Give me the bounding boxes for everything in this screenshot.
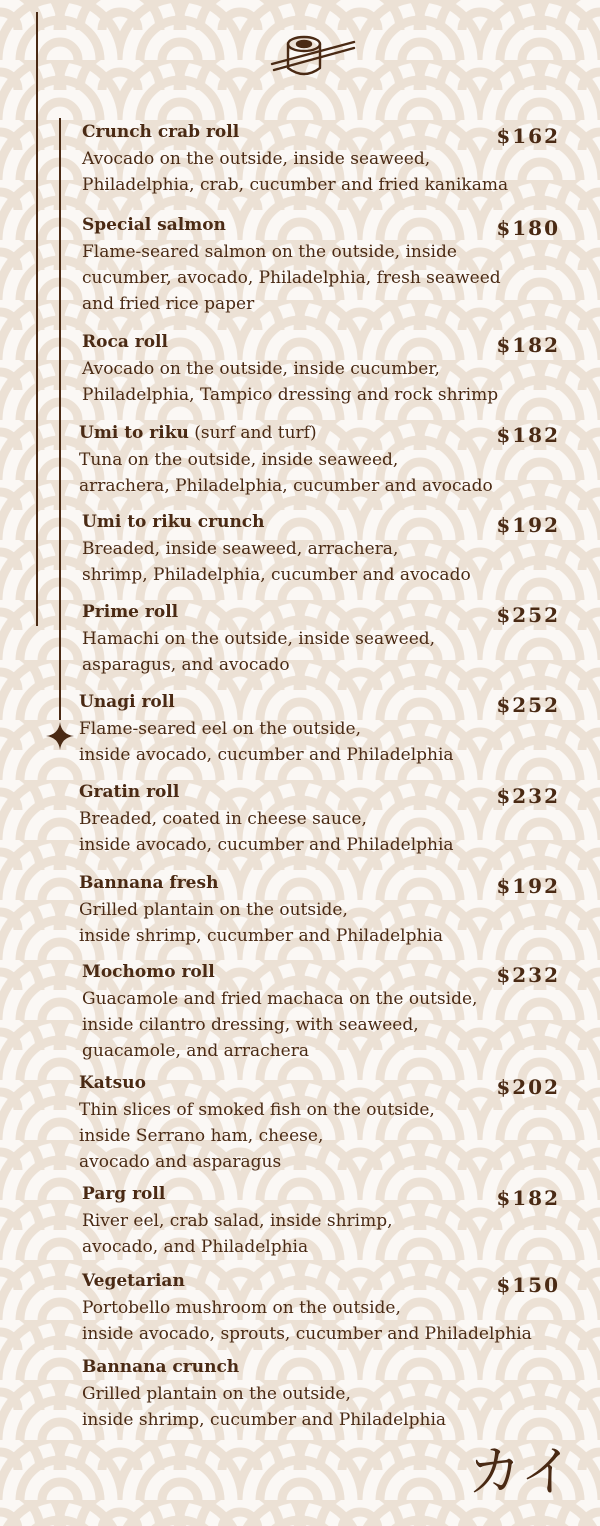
menu-item-price: $192 (496, 874, 560, 898)
description-line: avocado, and Philadelphia (82, 1237, 309, 1257)
menu-item-description (82, 356, 582, 408)
menu-item-description (79, 806, 579, 858)
description-line: inside shrimp, cucumber and Philadelphia (82, 1410, 447, 1430)
menu-item-title: Mochomo roll (82, 962, 215, 982)
description-line: River eel, crab salad, inside shrimp, (82, 1211, 393, 1231)
menu-item-price: $202 (496, 1075, 560, 1099)
menu-item-description (82, 239, 582, 317)
menu-item-title: Special salmon (82, 215, 226, 235)
menu-item-title: Vegetarian (82, 1271, 185, 1291)
menu-item-description (79, 897, 579, 949)
menu-item-price: $232 (496, 963, 560, 987)
menu-item-title: Katsuo (79, 1073, 146, 1093)
description-line: Philadelphia, crab, cucumber and fried kanikama (82, 175, 509, 195)
description-line: inside Serrano ham, cheese, (79, 1126, 324, 1146)
description-line: Avocado on the outside, inside seaweed, (82, 149, 431, 169)
menu-item-description (79, 447, 579, 499)
description-line: shrimp, Philadelphia, cucumber and avocado (82, 565, 471, 585)
description-line: Thin slices of smoked fish on the outside, (79, 1100, 435, 1120)
description-line: Breaded, inside seaweed, arrachera, (82, 539, 399, 559)
description-line: Guacamole and fried machaca on the outside, (82, 989, 478, 1009)
menu-item-price: $192 (496, 513, 560, 537)
sushi-chopsticks-icon (268, 26, 358, 82)
menu-item-description (79, 716, 579, 768)
description-line: inside cilantro dressing, with seaweed, (82, 1015, 419, 1035)
brand-mark: カイ (467, 1440, 574, 1503)
menu-item-description (82, 146, 582, 198)
description-line: and fried rice paper (82, 294, 255, 314)
menu-item-price: $182 (496, 1186, 560, 1210)
menu-item-title: Bannana crunch (82, 1357, 240, 1377)
description-line: Hamachi on the outside, inside seaweed, (82, 629, 436, 649)
description-line: cucumber, avocado, Philadelphia, fresh seaweed (82, 268, 501, 288)
description-line: avocado and asparagus (79, 1152, 282, 1172)
menu-item-price: $162 (496, 124, 560, 148)
menu-item-title: Roca roll (82, 332, 168, 352)
menu-item-title: Parg roll (82, 1184, 166, 1204)
menu-item-note: (surf and turf) (188, 423, 317, 443)
menu-item-title: Bannana fresh (79, 873, 219, 893)
menu-item-description (82, 1381, 582, 1433)
description-line: Breaded, coated in cheese sauce, (79, 809, 367, 829)
description-line: Grilled plantain on the outside, (82, 1384, 351, 1404)
menu-item-price: $232 (496, 784, 560, 808)
decorative-vertical-line-inner (59, 118, 61, 720)
four-point-star-icon (46, 722, 74, 750)
description-line: guacamole, and arrachera (82, 1041, 309, 1061)
description-line: Flame-seared eel on the outside, (79, 719, 362, 739)
menu-item-title: Umi to riku (79, 423, 189, 443)
menu-item-price: $252 (496, 693, 560, 717)
menu-item-description (82, 1295, 582, 1347)
menu-item-description (82, 536, 582, 588)
description-line: inside avocado, sprouts, cucumber and Philadelphia (82, 1324, 532, 1344)
menu-item-price: $252 (496, 603, 560, 627)
menu-item-description (82, 1208, 582, 1260)
menu-item-description (79, 1097, 579, 1175)
menu-item-title: Gratin roll (79, 782, 180, 802)
menu-item-title: Umi to riku crunch (82, 512, 265, 532)
menu-item-title: Unagi roll (79, 692, 175, 712)
description-line: Avocado on the outside, inside cucumber, (82, 359, 440, 379)
menu-item (82, 1356, 582, 1433)
menu-item-title: Crunch crab roll (82, 122, 240, 142)
menu-item-price: $150 (496, 1273, 560, 1297)
description-line: Flame-seared salmon on the outside, inside (82, 242, 457, 262)
description-line: Philadelphia, Tampico dressing and rock shrimp (82, 385, 499, 405)
decorative-vertical-line (36, 12, 38, 626)
description-line: Portobello mushroom on the outside, (82, 1298, 401, 1318)
menu-item-price: $182 (496, 333, 560, 357)
menu-item-price: $182 (496, 423, 560, 447)
menu-item-price: $180 (496, 216, 560, 240)
description-line: inside avocado, cucumber and Philadelphia (79, 745, 454, 765)
description-line: Tuna on the outside, inside seaweed, (79, 450, 399, 470)
description-line: inside avocado, cucumber and Philadelphia (79, 835, 454, 855)
menu-item-description (82, 986, 582, 1064)
menu-item-description (82, 626, 582, 678)
description-line: arrachera, Philadelphia, cucumber and avocado (79, 476, 493, 496)
description-line: inside shrimp, cucumber and Philadelphia (79, 926, 444, 946)
description-line: asparagus, and avocado (82, 655, 290, 675)
menu-item-name (82, 1356, 582, 1378)
menu-item-title: Prime roll (82, 602, 179, 622)
description-line: Grilled plantain on the outside, (79, 900, 348, 920)
